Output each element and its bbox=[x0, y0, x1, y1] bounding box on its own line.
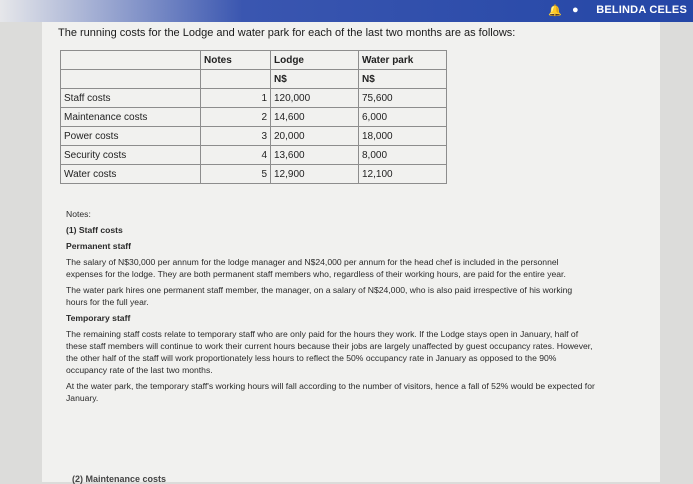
row-note: 5 bbox=[201, 165, 271, 184]
row-lodge: 14,600 bbox=[271, 108, 359, 127]
row-lodge: 12,900 bbox=[271, 165, 359, 184]
header-lodge: Lodge bbox=[271, 51, 359, 70]
top-bar bbox=[0, 0, 693, 22]
bell-icon[interactable]: 🔔 bbox=[548, 5, 562, 17]
row-note: 1 bbox=[201, 89, 271, 108]
table-row bbox=[61, 89, 447, 108]
chat-icon[interactable]: ● bbox=[572, 4, 579, 16]
units-notes-blank bbox=[201, 70, 271, 89]
row-item: Power costs bbox=[61, 127, 201, 146]
page-heading: The running costs for the Lodge and water park for each of the last two months are as follows: bbox=[58, 27, 516, 39]
row-water-park: 75,600 bbox=[359, 89, 447, 108]
header-water-park: Water park bbox=[359, 51, 447, 70]
staff-costs-heading: (1) Staff costs bbox=[66, 225, 123, 235]
row-item: Maintenance costs bbox=[61, 108, 201, 127]
permanent-staff-heading: Permanent staff bbox=[66, 241, 131, 251]
table-row bbox=[61, 127, 447, 146]
units-blank bbox=[61, 70, 201, 89]
row-lodge: 120,000 bbox=[271, 89, 359, 108]
row-item: Staff costs bbox=[61, 89, 201, 108]
costs-table bbox=[60, 50, 447, 184]
maintenance-costs-heading: (2) Maintenance costs bbox=[72, 474, 167, 484]
table-row bbox=[61, 146, 447, 165]
temporary-staff-paragraph-1: The remaining staff costs relate to temporary staff who are only paid for the hours they work. If the Lodge stays open in January, half of these staff members will continue to work their current hours because their jobs are largely unaffected by guest occupancy rates. However, the other half of the staff will work proportionately less hours to reflect the 50% occupancy rate in January as opposed to the 90% occupancy rate of the last two months. bbox=[66, 329, 593, 375]
row-note: 2 bbox=[201, 108, 271, 127]
row-water-park: 18,000 bbox=[359, 127, 447, 146]
header-notes: Notes bbox=[201, 51, 271, 70]
row-lodge: 20,000 bbox=[271, 127, 359, 146]
row-lodge: 13,600 bbox=[271, 146, 359, 165]
temporary-staff-paragraph-2: At the water park, the temporary staff's working hours will fall according to the number of visitors, hence a fall of 52% would be expected for January. bbox=[66, 381, 595, 403]
table-header-row bbox=[61, 51, 447, 70]
user-name[interactable]: BELINDA CELES bbox=[596, 4, 687, 16]
temporary-staff-heading: Temporary staff bbox=[66, 313, 131, 323]
table-row bbox=[61, 165, 447, 184]
row-water-park: 12,100 bbox=[359, 165, 447, 184]
notes-label: Notes: bbox=[66, 209, 91, 219]
permanent-staff-paragraph-1: The salary of N$30,000 per annum for the lodge manager and N$24,000 per annum for the head chef is included in the personnel expenses for the lodge. They are both permanent staff members who, regardless of their working hours, are paid for the entire year. bbox=[66, 257, 566, 279]
row-item: Water costs bbox=[61, 165, 201, 184]
row-note: 3 bbox=[201, 127, 271, 146]
unit-water-park: N$ bbox=[359, 70, 447, 89]
row-water-park: 6,000 bbox=[359, 108, 447, 127]
table-row bbox=[61, 108, 447, 127]
row-water-park: 8,000 bbox=[359, 146, 447, 165]
notes-section bbox=[66, 208, 596, 408]
table-units-row bbox=[61, 70, 447, 89]
table-header-blank bbox=[61, 51, 201, 70]
permanent-staff-paragraph-2: The water park hires one permanent staff member, the manager, on a salary of N$24,000, who is also paid irrespective of his working hours for the full year. bbox=[66, 285, 573, 307]
row-item: Security costs bbox=[61, 146, 201, 165]
unit-lodge: N$ bbox=[271, 70, 359, 89]
row-note: 4 bbox=[201, 146, 271, 165]
